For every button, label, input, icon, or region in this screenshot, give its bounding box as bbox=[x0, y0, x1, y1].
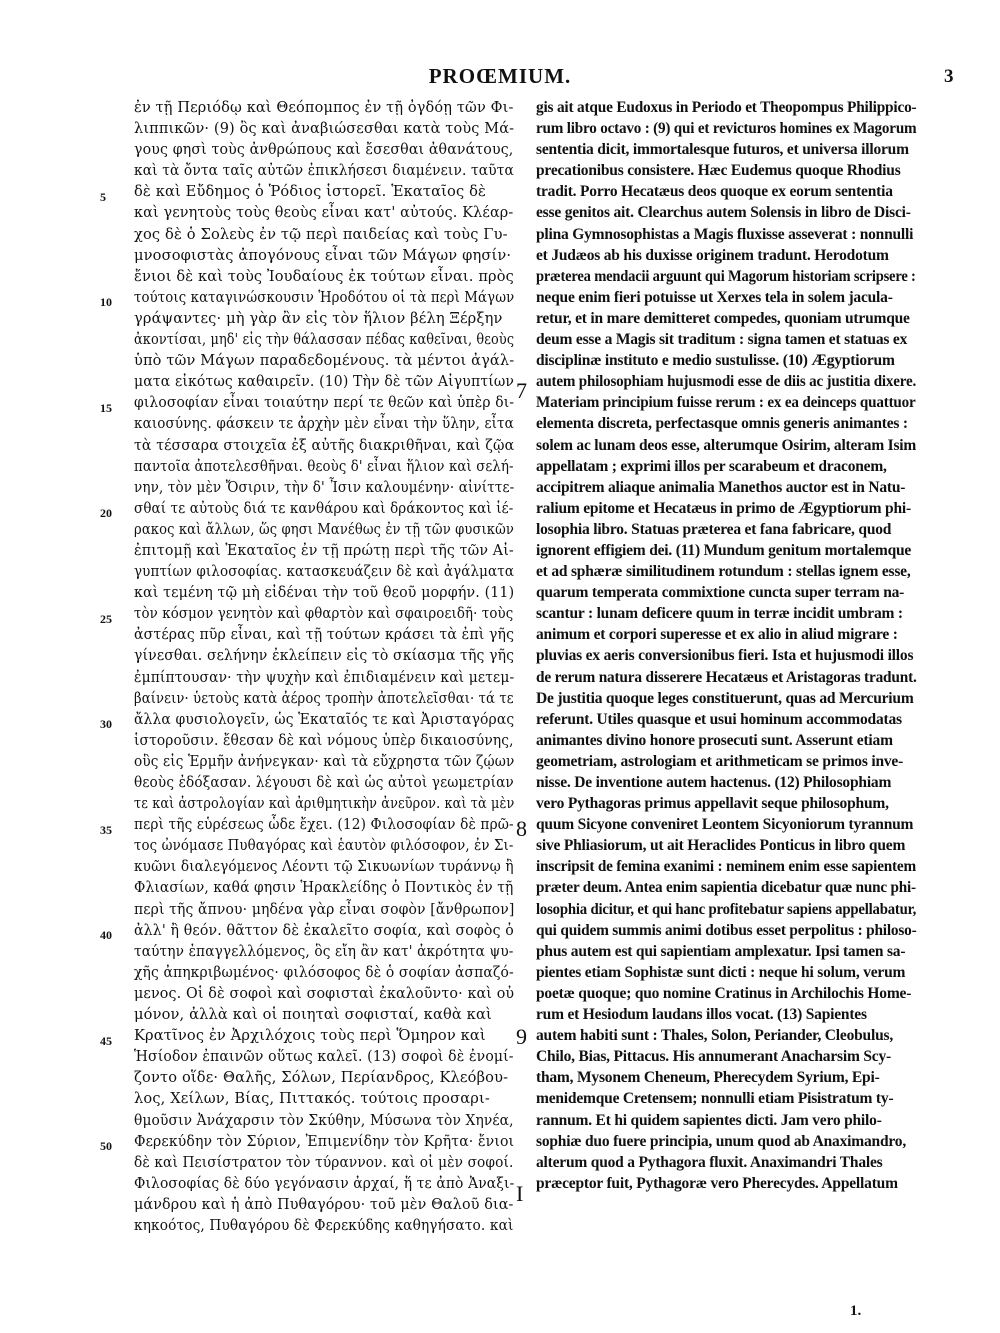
latin-text-line: losophia dicitur, et qui hanc profitebatur sapiens appellabatur, bbox=[536, 900, 917, 918]
greek-text-line: Φιλοσοφίας δὲ δύο γεγόνασιν ἀρχαί, ἥ τε ἀπὸ Ἀναξι- bbox=[134, 1174, 515, 1192]
latin-text-line: Materiam principium fuisse rerum : ex ea deinceps quattuor bbox=[536, 394, 916, 412]
greek-text-line: παντοῖα ἀποτελεσθῆναι. θεοὺς δ' εἶναι ἥλιον καὶ σελή- bbox=[134, 457, 514, 475]
latin-text-line: ralium epitome et Hecatæus in primo de Ægyptiorum phi- bbox=[536, 499, 911, 517]
greek-text-line: τὸν κόσμον γενητὸν καὶ φθαρτὸν καὶ σφαιροειδῆ· τοὺς bbox=[134, 605, 514, 623]
latin-text-line: præterea mendacii arguunt qui Magorum historiam scripsere : bbox=[536, 267, 916, 285]
latin-column bbox=[536, 97, 916, 1194]
latin-text-line: geometriam, astrologiam et arithmeticam se primos inve- bbox=[536, 752, 904, 770]
latin-text-line: pientes etiam Sophistæ sunt dicti : neque hi solum, verum bbox=[536, 963, 906, 981]
latin-text-line: animum et corpori superesse et ex alio in aliud migrare : bbox=[536, 626, 898, 644]
greek-text-line: καὶ τὰ ὄντα ταῖς αὐτῶν ἐπικλήσεσι διαμένειν. ταῦτα bbox=[134, 162, 514, 180]
latin-text-line: scantur : lunam deficere quum in terræ incidit umbram : bbox=[536, 605, 903, 623]
latin-text-line: sententia dicit, immortalesque futuros, et universa illorum bbox=[536, 141, 909, 159]
latin-text-line: disciplinæ instituto e medio sustulisse. (10) Ægyptiorum bbox=[536, 352, 895, 370]
greek-text-line: ὑπὸ τῶν Μάγων παραδεδομένους. τὰ μέντοι ἀγάλ- bbox=[134, 352, 515, 370]
greek-text-line: τὰ τέσσαρα στοιχεῖα ἐξ αὐτῆς διακριθῆναι, καὶ ζῷα bbox=[134, 436, 515, 454]
greek-text-line: ρακος καὶ ἄλλων, ὥς φησι Μανέθως ἐν τῇ τῶν φυσικῶν bbox=[134, 520, 514, 538]
line-number: 45 bbox=[100, 1034, 112, 1048]
greek-text-line: Φλιασίων, καθά φησιν Ἡρακλείδης ὁ Ποντικὸς ἐν τῇ bbox=[134, 879, 514, 897]
greek-text-line: τε καὶ ἀστρολογίαν καὶ ἀριθμητικὴν ἀνεῦρον. καὶ τὰ μὲν bbox=[134, 795, 515, 813]
line-number: 25 bbox=[100, 612, 112, 626]
latin-text-line: gis ait atque Eudoxus in Periodo et Theopompus Philippico- bbox=[536, 99, 917, 116]
greek-text-line: ἱστοροῦσιν. ἔθεσαν δὲ καὶ νόμους ὑπὲρ δικαιοσύνης, bbox=[134, 731, 514, 749]
latin-text-line: tradit. Porro Hecatæus deos quoque ex eorum sententia bbox=[536, 183, 893, 201]
greek-column bbox=[134, 97, 514, 1236]
greek-text-line: ἀλλ' ἢ θεόν. θᾶττον δὲ ἐκαλεῖτο σοφία, καὶ σοφὸς ὁ bbox=[134, 921, 514, 939]
latin-text-line: plina Gymnosophistas a Magis fluxisse asseverat : nonnulli bbox=[536, 225, 914, 243]
greek-text-line: χος δὲ ὁ Σολεὺς ἐν τῷ περὶ παιδείας καὶ τοὺς Γυ- bbox=[134, 225, 508, 243]
greek-text-line: δὲ καὶ Εὔδημος ὁ Ῥόδιος ἱστορεῖ. Ἑκαταῖος δὲ bbox=[134, 183, 486, 201]
latin-text-line: menidemque Cretensem; nonnulli etiam Pisistratum ty- bbox=[536, 1090, 894, 1108]
latin-text-line: quarum temperata commixtione cuncta super terram na- bbox=[536, 584, 905, 602]
signature-mark: 1. bbox=[850, 1303, 862, 1319]
greek-text-line: ζοντο οἵδε· Θαλῆς, Σόλων, Περίανδρος, Κλεόβου- bbox=[134, 1069, 509, 1087]
latin-text-line: solem ac lunam deos esse, alterumque Osirim, alteram Isim bbox=[536, 436, 917, 454]
greek-text-line: γράψαντες· μὴ γὰρ ἂν εἰς τὸν ἥλιον βέλη Ξέρξην bbox=[134, 309, 503, 327]
greek-text-line: νην, τὸν μὲν Ὄσιριν, τὴν δ' Ἶσιν καλουμένην· αἰνίττε- bbox=[134, 478, 515, 496]
latin-text-line: quum Sicyone conveniret Leontem Sicyoniorum tyrannum bbox=[536, 816, 914, 834]
greek-text-line: Κρατῖνος ἐν Ἀρχιλόχοις τοὺς περὶ Ὅμηρον καὶ bbox=[134, 1027, 486, 1045]
greek-text-line: θμοῦσιν Ἀνάχαρσιν τὸν Σκύθην, Μύσωνα τὸν Χηνέα, bbox=[134, 1111, 514, 1129]
line-number: 50 bbox=[100, 1139, 112, 1153]
greek-text-line: γους φησὶ τοὺς ἀνθρώπους καὶ ἔσεσθαι ἀθανάτους, bbox=[134, 141, 514, 159]
latin-text-line: animantes divino honore prosecuti sunt. Asserunt etiam bbox=[536, 731, 893, 749]
greek-text-line: περὶ τῆς ἄπνου· μηδένα γὰρ εἶναι σοφὸν [ἄνθρωπον] bbox=[134, 900, 515, 918]
greek-text-line: ταύτην ἐπαγγελλόμενος, ὃς εἴη ἂν κατ' ἀκρότητα ψυ- bbox=[134, 942, 514, 960]
latin-text-line: referunt. Utiles quasque et usui hominum accommodatas bbox=[536, 710, 902, 728]
latin-text-line: præter deum. Antea enim sapientia dicebatur quæ nunc phi- bbox=[536, 879, 916, 897]
line-number: 20 bbox=[100, 506, 112, 520]
latin-text-line: nisse. De inventione autem hactenus. (12) Philosophiam bbox=[536, 774, 892, 791]
latin-text-line: pluvias ex aeris conversionibus fieri. Ista et hujusmodi illos bbox=[536, 647, 914, 665]
greek-text-line: οὓς εἰς Ἑρμῆν ἀνήνεγκαν· καὶ τὰ εὔχρηστα τῶν ζῴων bbox=[134, 752, 515, 770]
latin-text-line: alterum quod a Pythagora fluxit. Anaximandri Thales bbox=[536, 1153, 883, 1171]
latin-text-line: accipitrem aliaque animalia Manethos auctor est in Natu- bbox=[536, 478, 906, 496]
greek-text-line: ματα εἰκότως καθαιρεῖν. (10) Τὴν δὲ τῶν Αἰγυπτίων bbox=[134, 373, 515, 391]
line-number: 35 bbox=[100, 823, 112, 837]
greek-text-line: γίνεσθαι. σελήνην ἐκλείπειν εἰς τὸ σκίασμα τῆς γῆς bbox=[134, 647, 515, 665]
latin-text-line: de rerum natura disserere Hecatæus et Aristagoras tradunt. bbox=[536, 668, 917, 686]
greek-text-line: γυπτίων φιλοσοφίας. κατασκευάζειν δὲ καὶ ἀγάλματα bbox=[134, 563, 515, 581]
greek-text-line: Ἡσίοδον ἐπαινῶν οὕτως καλεῖ. (13) σοφοὶ δὲ ἐνομί- bbox=[134, 1048, 514, 1066]
greek-text-line: μάνδρου καὶ ἡ ἀπὸ Πυθαγόρου· τοῦ μὲν Θαλοῦ δια- bbox=[134, 1195, 514, 1213]
latin-text-line: esse genitos ait. Clearchus autem Solensis in libro de Disci- bbox=[536, 204, 911, 222]
greek-text-line: Φερεκύδην τὸν Σύριον, Ἐπιμενίδην τὸν Κρῆτα· ἔνιοι bbox=[134, 1132, 515, 1150]
greek-text-line: δὲ καὶ Πεισίστρατον τὸν τύραννον. καὶ οἱ μὲν σοφοί. bbox=[134, 1153, 514, 1171]
greek-text-line: τούτοις καταγινώσκουσιν Ἡροδότου οἱ τὰ περὶ Μάγων bbox=[134, 288, 515, 306]
latin-text-line: rannum. Et hi quidem sapientes dicti. Jam vero philo- bbox=[536, 1111, 882, 1129]
latin-text-line: rum libro octavo : (9) qui et revicturos homines ex Magorum bbox=[536, 120, 917, 138]
latin-text-line: autem habiti sunt : Thales, Solon, Periander, Cleobulus, bbox=[536, 1027, 893, 1045]
latin-text-line: rum et Hesiodum laudans illos vocat. (13) Sapientes bbox=[536, 1006, 867, 1024]
section-mark: 9 bbox=[516, 1024, 527, 1049]
greek-text-line: καὶ γενητοὺς τοὺς θεοὺς εἶναι κατ' αὐτούς. Κλέαρ- bbox=[134, 204, 514, 222]
latin-text-line: precationibus consistere. Hæc Eudemus quoque Rhodius bbox=[536, 162, 901, 180]
latin-text-line: sive Phliasiorum, ut ait Heraclides Ponticus in libro quem bbox=[536, 837, 906, 855]
greek-text-line: μενος. Οἱ δὲ σοφοὶ καὶ σοφισταὶ ἐκαλοῦντο· καὶ οὐ bbox=[134, 984, 515, 1002]
greek-text-line: μόνον, ἀλλὰ καὶ οἱ ποιηταὶ σοφισταί, καθὰ καὶ bbox=[134, 1006, 492, 1024]
greek-text-line: καὶ τεμένη τῷ μὴ εἰδέναι τὴν τοῦ θεοῦ μορφήν. (11) bbox=[134, 584, 515, 602]
section-mark: I bbox=[516, 1181, 524, 1206]
latin-text-line: et ad sphæræ similitudinem rotundum : stellas ignem esse, bbox=[536, 563, 911, 581]
page-number: 3 bbox=[944, 66, 954, 87]
greek-text-line: ἄλλα φυσιολογεῖν, ὡς Ἑκαταῖός τε καὶ Ἀρισταγόρας bbox=[134, 710, 515, 728]
latin-text-line: inscripsit de femina exanimi : neminem enim esse sapientem bbox=[536, 858, 917, 876]
section-mark: 7 bbox=[516, 378, 527, 403]
section-mark: 8 bbox=[516, 816, 527, 841]
greek-text-line: λιππικῶν· (9) ὃς καὶ ἀναβιώσεσθαι κατὰ τοὺς Μά- bbox=[134, 120, 515, 138]
latin-text-line: Chilo, Bias, Pittacus. His annumerant Anacharsim Scy- bbox=[536, 1048, 891, 1066]
line-number: 30 bbox=[100, 717, 112, 731]
latin-text-line: et Judæos ab his duxisse originem tradunt. Herodotum bbox=[536, 246, 889, 264]
greek-text-line: κυῶνι διαλεγόμενος Λέοντι τῷ Σικυωνίων τυράννῳ ἢ bbox=[134, 858, 514, 876]
line-number: 5 bbox=[100, 190, 106, 204]
greek-text-line: θεοὺς ἐδόξασαν. λέγουσι δὲ καὶ ὡς αὐτοὶ γεωμετρίαν bbox=[134, 774, 514, 791]
greek-text-line: σθαί τε αὐτοὺς διά τε κανθάρου καὶ δράκοντος καὶ ἱέ- bbox=[134, 499, 514, 517]
greek-text-line: τος ὠνόμασε Πυθαγόρας καὶ ἑαυτὸν φιλόσοφον, ἐν Σι- bbox=[134, 837, 514, 855]
latin-text-line: retur, et in mare demitteret compedes, quoniam utrumque bbox=[536, 309, 910, 327]
latin-text-line: vero Pythagoras primus appellavit seque philosophum, bbox=[536, 795, 889, 813]
latin-text-line: autem philosophiam hujusmodi esse de diis ac justitia dixere. bbox=[536, 373, 917, 391]
greek-text-line: βαίνειν· ὑετοὺς κατὰ ἀέρος τροπὴν ἀποτελεῖσθαι· τά τε bbox=[134, 689, 514, 707]
greek-text-line: ἐπιτομῇ καὶ Ἑκαταῖος ἐν τῇ πρώτῃ περὶ τῆς τῶν Αἰ- bbox=[134, 541, 514, 559]
latin-text-line: De justitia quoque leges constituerunt, quas ad Mercurium bbox=[536, 689, 914, 707]
greek-text-line: φιλοσοφίαν εἶναι τοιαύτην περί τε θεῶν καὶ ὑπὲρ δι- bbox=[134, 394, 515, 412]
greek-text-line: ἐμπίπτουσαν· τὴν ψυχὴν καὶ ἐπιδιαμένειν καὶ μετεμ- bbox=[134, 668, 515, 686]
greek-text-line: χῆς ἀπηκριβωμένος· φιλόσοφος δὲ ὁ σοφίαν ἀσπαζό- bbox=[134, 963, 514, 981]
latin-text-line: præceptor fuit, Pythagoræ vero Pherecydes. Appellatum bbox=[536, 1174, 898, 1192]
greek-text-line: ἀκοντίσαι, μηδ' εἰς τὴν θάλασσαν πέδας καθεῖναι, θεοὺς bbox=[134, 331, 515, 349]
latin-text-line: tham, Mysonem Cheneum, Pherecydem Syrium, Epi- bbox=[536, 1069, 880, 1087]
greek-text-line: καιοσύνης. φάσκειν τε ἀρχὴν μὲν εἶναι τὴν ὕλην, εἶτα bbox=[134, 415, 514, 433]
latin-text-line: losophia libro. Statuas præterea et fana fabricare, quod bbox=[536, 520, 892, 538]
greek-text-line: λος, Χείλων, Βίας, Πιττακός. τούτοις προσαρι- bbox=[134, 1090, 490, 1108]
greek-text-line: κηκοότος, Πυθαγόρου δὲ Φερεκύδης καθηγήσατο. καὶ bbox=[134, 1216, 514, 1234]
greek-text-line: ἔνιοι δὲ καὶ τοὺς Ἰουδαίους ἐκ τούτων εἶναι. πρὸς bbox=[134, 267, 514, 285]
latin-text-line: phus autem est qui sapientiam amplexatur. Ipsi tamen sa- bbox=[536, 942, 906, 960]
latin-text-line: elementa discreta, perfectasque omnis generis animantes : bbox=[536, 415, 908, 433]
greek-text-line: ἐν τῇ Περιόδῳ καὶ Θεόπομπος ἐν τῇ ὀγδόῃ τῶν Φι- bbox=[134, 99, 514, 116]
latin-text-line: qui quidem summis animi dotibus esset perpolitus : philoso- bbox=[536, 921, 917, 939]
latin-text-line: appellatam ; exprimi illos per scarabeum et draconem, bbox=[536, 457, 887, 475]
latin-text-line: neque enim fieri potuisse ut Xerxes tela in solem jacula- bbox=[536, 288, 893, 306]
line-number: 10 bbox=[100, 295, 112, 309]
greek-text-line: ἀστέρας πῦρ εἶναι, καὶ τῇ τούτων κράσει τὰ ἐπὶ γῆς bbox=[134, 626, 515, 644]
latin-text-line: ignorent effigiem dei. (11) Mundum genitum mortalemque bbox=[536, 541, 912, 559]
line-number: 40 bbox=[100, 928, 112, 942]
latin-text-line: sophiæ duo fuere principia, unum quod ab Anaximandro, bbox=[536, 1132, 906, 1150]
line-number: 15 bbox=[100, 401, 112, 415]
latin-text-line: poetæ quoque; quo nomine Cratinus in Archilochis Home- bbox=[536, 984, 912, 1002]
running-header-title: PROŒMIUM. bbox=[428, 64, 572, 88]
greek-text-line: μνοσοφιστὰς ἀπογόνους εἶναι τῶν Μάγων φησίν· bbox=[134, 246, 512, 264]
latin-text-line: deum esse a Magis sit traditum : signa tamen et statuas ex bbox=[536, 331, 908, 349]
greek-text-line: περὶ τῆς εὑρέσεως ὧδε ἔχει. (12) Φιλοσοφίαν δὲ πρῶ- bbox=[134, 816, 514, 834]
